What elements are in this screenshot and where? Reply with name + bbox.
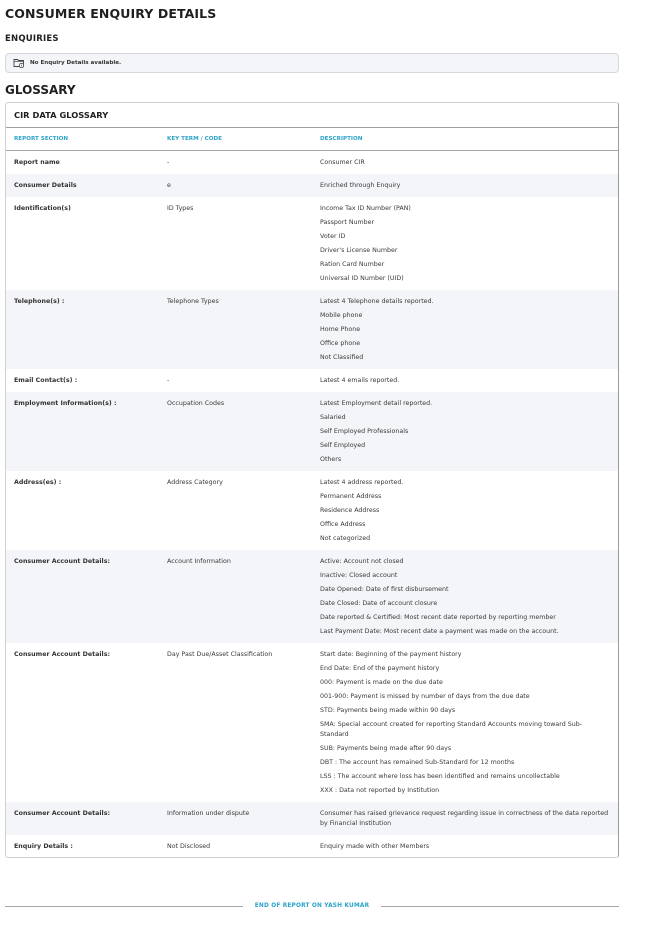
report-section-cell: Consumer Details bbox=[14, 182, 77, 189]
description-line: Ration Card Number bbox=[320, 261, 385, 268]
description-cell bbox=[312, 648, 618, 798]
description-line: Last Payment Date: Most recent date a payment was made on the account. bbox=[320, 628, 559, 635]
table-row bbox=[6, 369, 618, 392]
description-cell bbox=[312, 476, 618, 546]
report-section-cell: Identification(s) bbox=[14, 205, 71, 212]
footer-divider-left bbox=[5, 906, 243, 907]
column-header-description: DESCRIPTION bbox=[320, 136, 363, 142]
enquiries-empty-state bbox=[5, 53, 619, 73]
key-term-cell: Address Category bbox=[167, 479, 223, 486]
report-footer bbox=[5, 900, 619, 912]
key-term-cell: Information under dispute bbox=[167, 810, 250, 817]
table-row bbox=[6, 290, 618, 369]
description-line: Date Closed: Date of account closure bbox=[320, 600, 438, 607]
description-line: Date reported & Certified: Most recent date reported by reporting member bbox=[320, 614, 556, 621]
description-cell bbox=[312, 555, 618, 639]
key-term-cell: ID Types bbox=[167, 205, 194, 212]
footer-divider-right bbox=[381, 906, 619, 907]
description-line: Consumer has raised grievance request regarding issue in correctness of the data reported by Financial Institution bbox=[320, 810, 609, 827]
description-line: Driver's License Number bbox=[320, 247, 398, 254]
key-term-cell: e bbox=[167, 182, 171, 189]
table-header bbox=[6, 128, 618, 151]
table-row bbox=[6, 471, 618, 550]
table-row bbox=[6, 802, 618, 835]
description-cell bbox=[312, 840, 618, 854]
description-line: Self Employed Professionals bbox=[320, 428, 409, 435]
description-line: Inactive: Closed account bbox=[320, 572, 398, 579]
description-line: Home Phone bbox=[320, 326, 361, 333]
end-of-report-label: END OF REPORT ON YASH KUMAR bbox=[254, 903, 370, 909]
description-cell bbox=[312, 295, 618, 365]
description-line: Consumer CIR bbox=[320, 159, 365, 166]
description-line: STD: Payments being made within 90 days bbox=[320, 707, 456, 714]
description-cell bbox=[312, 397, 618, 467]
empty-message: No Enquiry Details available. bbox=[30, 60, 122, 66]
description-line: Latest 4 Telephone details reported. bbox=[320, 298, 434, 305]
description-line: Latest 4 address reported. bbox=[320, 479, 404, 486]
report-section-cell: Enquiry Details : bbox=[14, 843, 73, 850]
description-cell bbox=[312, 807, 618, 831]
description-line: Office phone bbox=[320, 340, 361, 347]
key-term-cell: Day Past Due/Asset Classification bbox=[167, 651, 273, 658]
key-term-cell: Not Disclosed bbox=[167, 843, 211, 850]
description-line: Permanent Address bbox=[320, 493, 382, 500]
page-title: CONSUMER ENQUIRY DETAILS bbox=[5, 6, 217, 21]
description-line: Date Opened: Date of first disbursement bbox=[320, 586, 449, 593]
description-line: Office Address bbox=[320, 521, 366, 528]
column-header-report-section: REPORT SECTION bbox=[14, 136, 69, 142]
report-section-cell: Telephone(s) : bbox=[14, 298, 65, 305]
table-row bbox=[6, 197, 618, 290]
key-term-cell: - bbox=[167, 377, 170, 384]
key-term-cell: Account Information bbox=[167, 558, 231, 565]
description-line: 001-900: Payment is missed by number of days from the due date bbox=[320, 693, 530, 700]
table-row bbox=[6, 392, 618, 471]
description-line: Enriched through Enquiry bbox=[320, 182, 401, 189]
description-line: Not categorized bbox=[320, 535, 371, 542]
description-line: DBT : The account has remained Sub-Standard for 12 months bbox=[320, 759, 515, 766]
description-line: Latest 4 emails reported. bbox=[320, 377, 400, 384]
description-line: Latest Employment detail reported. bbox=[320, 400, 433, 407]
description-line: Passport Number bbox=[320, 219, 375, 226]
description-line: Salaried bbox=[320, 414, 346, 421]
description-line: Mobile phone bbox=[320, 312, 363, 319]
glossary-heading: GLOSSARY bbox=[5, 83, 76, 97]
description-line: Income Tax ID Number (PAN) bbox=[320, 205, 411, 212]
description-line: Self Employed bbox=[320, 442, 366, 449]
description-cell bbox=[312, 202, 618, 286]
description-cell bbox=[312, 179, 618, 193]
description-line: End Date: End of the payment history bbox=[320, 665, 440, 672]
key-term-cell: Telephone Types bbox=[167, 298, 219, 305]
report-section-cell: Consumer Account Details: bbox=[14, 810, 110, 817]
description-line: 000: Payment is made on the due date bbox=[320, 679, 443, 686]
description-line: Not Classified bbox=[320, 354, 364, 361]
report-section-cell: Employment Information(s) : bbox=[14, 400, 117, 407]
description-line: SMA: Special account created for reporting Standard Accounts moving toward Sub-Standard bbox=[320, 721, 583, 738]
table-row bbox=[6, 151, 618, 174]
key-term-cell: Occupation Codes bbox=[167, 400, 225, 407]
description-line: Voter ID bbox=[320, 233, 346, 240]
description-line: LSS : The account where loss has been identified and remains uncollectable bbox=[320, 773, 560, 780]
folder-info-icon bbox=[13, 58, 25, 68]
description-line: Residence Address bbox=[320, 507, 380, 514]
report-section-cell: Address(es) : bbox=[14, 479, 62, 486]
description-line: XXX : Data not reported by Institution bbox=[320, 787, 440, 794]
description-line: Universal ID Number (UID) bbox=[320, 275, 404, 282]
column-header-key-term: KEY TERM / CODE bbox=[167, 136, 222, 142]
report-section-cell: Report name bbox=[14, 159, 60, 166]
description-line: Start date: Beginning of the payment history bbox=[320, 651, 462, 658]
description-line: Others bbox=[320, 456, 342, 463]
report-section-cell: Consumer Account Details: bbox=[14, 651, 110, 658]
description-line: Active: Account not closed bbox=[320, 558, 404, 565]
description-line: Enquiry made with other Members bbox=[320, 843, 430, 850]
description-cell bbox=[312, 156, 618, 170]
description-cell bbox=[312, 374, 618, 388]
enquiries-heading: ENQUIRIES bbox=[5, 34, 59, 44]
table-row bbox=[6, 174, 618, 197]
table-row bbox=[6, 835, 618, 858]
description-line: SUB: Payments being made after 90 days bbox=[320, 745, 452, 752]
glossary-card bbox=[5, 102, 619, 858]
table-row bbox=[6, 550, 618, 643]
glossary-table-body bbox=[6, 151, 618, 858]
key-term-cell: - bbox=[167, 159, 170, 166]
glossary-card-title: CIR DATA GLOSSARY bbox=[6, 103, 618, 128]
report-section-cell: Email Contact(s) : bbox=[14, 377, 78, 384]
report-section-cell: Consumer Account Details: bbox=[14, 558, 110, 565]
table-row bbox=[6, 643, 618, 802]
